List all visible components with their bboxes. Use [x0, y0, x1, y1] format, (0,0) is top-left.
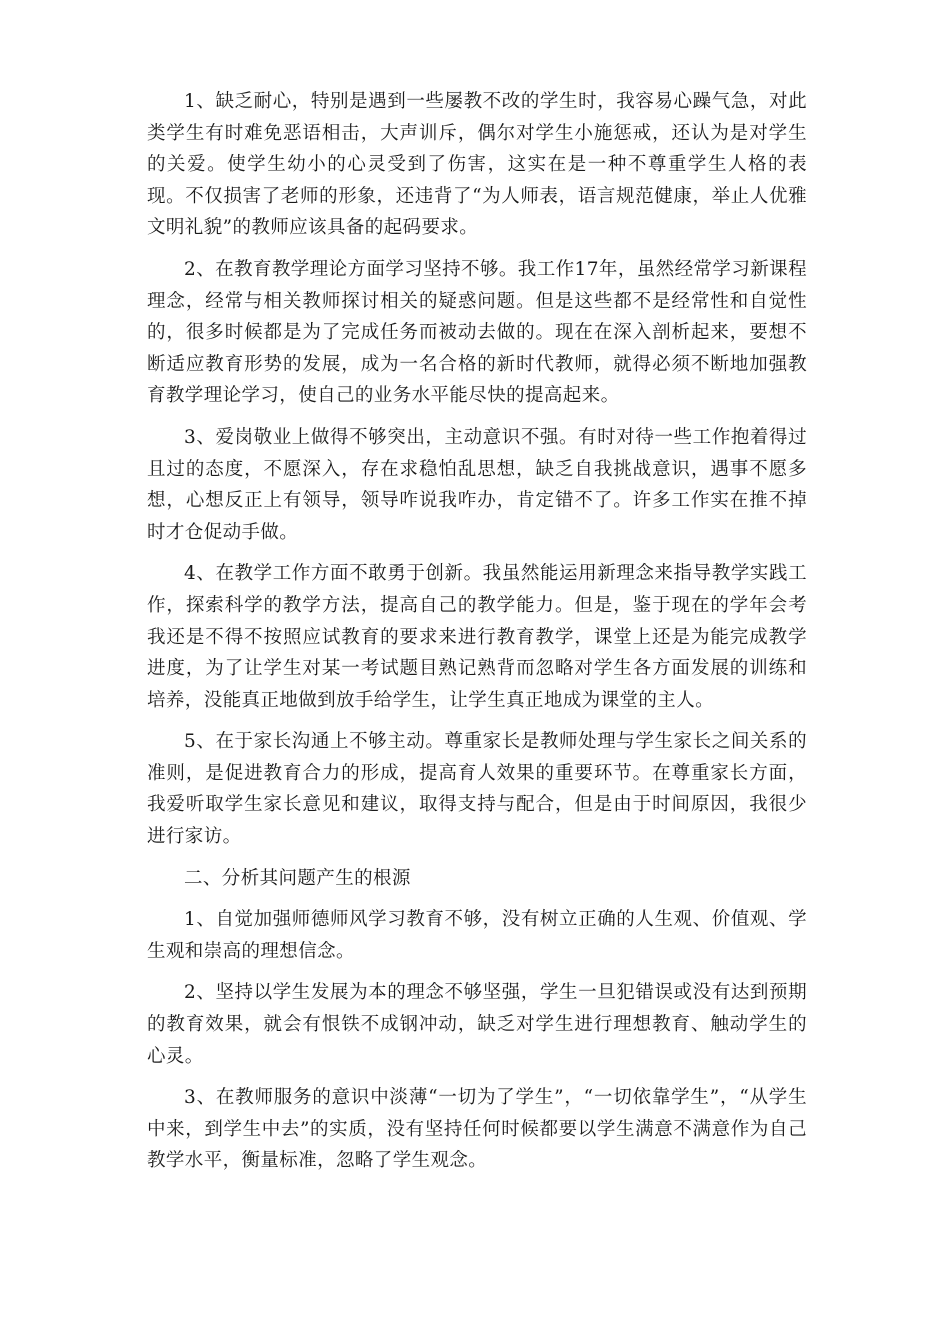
paragraph-4: 4、在教学工作方面不敢勇于创新。我虽然能运用新理念来指导教学实践工作，探索科学的教学方法，提高自己的教学能力。但是，鉴于现在的学年会考我还是不得不按照应试教育的要求来进行教育教学，课堂上还是为能完成教学进度，为了让学生对某一考试题目熟记熟背而忽略对学生各方面发展的训练和培养，没能真正地做到放手给学生，让学生真正地成为课堂的主人。: [147, 563, 807, 711]
paragraph-1: 1、缺乏耐心，特别是遇到一些屡教不改的学生时，我容易心躁气急，对此类学生有时难免恶语相击，大声训斥，偶尔对学生小施惩戒，还认为是对学生的关爱。使学生幼小的心灵受到了伤害，这实在是一种不尊重学生人格的表现。不仅损害了老师的形象，还违背了“为人师表，语言规范健康，举止人优雅文明礼貌”的教师应该具备的起码要求。: [147, 91, 807, 239]
section-paragraph-2: 2、坚持以学生发展为本的理念不够坚强，学生一旦犯错误或没有达到预期的教育效果，就会有恨铁不成钢冲动，缺乏对学生进行理想教育、触动学生的心灵。: [147, 982, 807, 1067]
paragraph-3: 3、爱岗敬业上做得不够突出，主动意识不强。有时对待一些工作抱着得过且过的态度，不愿深入，存在求稳怕乱思想，缺乏自我挑战意识，遇事不愿多想，心想反正上有领导，领导咋说我咋办，肯定错不了。许多工作实在推不掉时才仓促动手做。: [147, 426, 807, 543]
document-page: [147, 86, 807, 1187]
paragraph-5: 5、在于家长沟通上不够主动。尊重家长是教师处理与学生家长之间关系的准则，是促进教育合力的形成，提高育人效果的重要环节。在尊重家长方面，我爱听取学生家长意见和建议，取得支持与配合，但是由于时间原因，我很少进行家访。: [147, 731, 807, 848]
section-paragraph-1: 1、自觉加强师德师风学习教育不够，没有树立正确的人生观、价值观、学生观和崇高的理想信念。: [147, 909, 807, 962]
section-paragraph-3: 3、在教师服务的意识中淡薄“一切为了学生”，“一切依靠学生”，“从学生中来，到学生中去”的实质，没有坚持任何时候都要以学生满意不满意作为自己教学水平，衡量标准，忽略了学生观念。: [147, 1087, 807, 1172]
section-heading: 二、分析其问题产生的根源: [184, 867, 411, 889]
paragraph-2: 2、在教育教学理论方面学习坚持不够。我工作17年，虽然经常学习新课程理念，经常与相关教师探讨相关的疑惑问题。但是这些都不是经常性和自觉性的，很多时候都是为了完成任务而被动去做的。现在在深入剖析起来，要想不断适应教育形势的发展，成为一名合格的新时代教师，就得必须不断地加强教育教学理论学习，使自己的业务水平能尽快的提高起来。: [147, 258, 807, 407]
